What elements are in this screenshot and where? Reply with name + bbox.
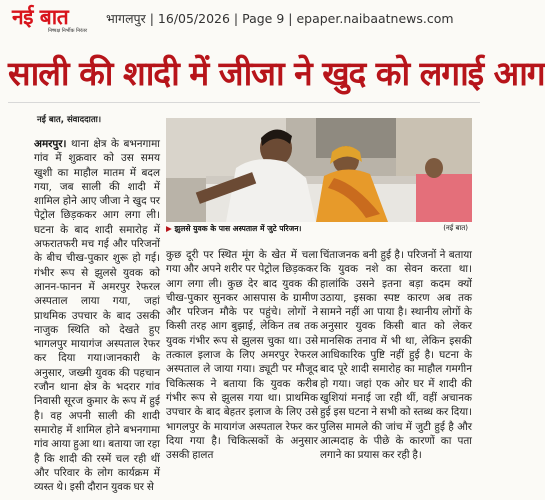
photo-credit: (नई बात) (443, 224, 468, 232)
article-column-2: कुछ दूरी पर स्थित मूंग के खेत में चला गया और अपने शरीर पर पेट्रोल छिड़ककर आग लगा ली। कुछ देर बाद युवक की चीख-पुकार सुनकर आसपास के ग्रामीण और परिजन मौके पर पहुंचे। लोगों ने किसी तरह आग बुझाई, लेकिन तब तक युवक गंभीर रूप से झुलस चुका था। उसे तत्काल इलाज के लिए अमरपुर रेफरल अस्पताल ले जाया गया। ड्यूटी पर मौजूद चिकित्सक ने बताया कि युवक करीब गंभीर रूप से झुलस गया था। प्राथमिक उपचार के बाद बेहतर इलाज के लिए उसे भागलपुर के मायागंज अस्पताल रेफर कर दिया गया है। चिकित्सकों के अनुसार उसकी हालत (166, 249, 318, 462)
masthead (0, 0, 488, 40)
logo-tagline: निष्पक्ष निर्भीक निरंतर (48, 28, 88, 34)
newspaper-logo (12, 6, 100, 36)
caption-text: झुलसे युवक के पास अस्पताल में जुटे परिजन। (174, 224, 302, 233)
logo-text: नई बात (12, 5, 69, 29)
edition-info: भागलपुर | 16/05/2026 | Page 9 | epaper.naibaatnews.com (106, 11, 454, 26)
headline-band (0, 52, 545, 100)
article-column-1 (34, 137, 160, 494)
article-column-3: चिंताजनक बनी हुई है। परिजनों ने बताया कि युवक नशे का सेवन करता था। हालांकि उसने इतना बड़ा कदम क्यों उठाया, इसका स्पष्ट कारण अब तक सामने नहीं आ पाया है। स्थानीय लोगों के अनुसार युवक किसी बात को लेकर मानसिक तनाव में भी था, लेकिन इसकी आधिकारिक पुष्टि नहीं हुई है। घटना के बाद पूरे शादी समारोह का माहौल गमगीन हो गया। जहां एक ओर घर में शादी की खुशियां मनाई जा रही थीं, वहीं अचानक हुई इस घटना ने सभी को स्तब्ध कर दिया। पुलिस मामले की जांच में जुटी हुई है और आत्मदाह के पीछे के कारणों का पता लगाने का प्रयास कर रही है। (320, 249, 472, 462)
byline: नई बात, संवाददाता। (37, 115, 102, 125)
caption-arrow-icon: ▶ (166, 224, 175, 233)
hospital-scene-image (166, 118, 472, 222)
photo-caption (166, 224, 472, 236)
dateline: अमरपुर। (34, 138, 67, 150)
article-headline: साली की शादी में जीजा ने खुद को लगाई आग (8, 54, 545, 93)
headline-divider (8, 102, 480, 103)
column-1-text: थाना क्षेत्र के बभनगामा गांव में शुक्रवार को उस समय खुशी का माहौल मातम में बदल गया, जब साली की शादी में शामिल होने आए जीजा ने खुद पर पेट्रोल छिड़ककर आग लगा ली। घटना के बाद शादी समारोह में अफरातफरी मच गई और परिजनों के बीच चीख-पुकार शुरू हो गई। गंभीर रूप से झुलसे युवक को आनन-फानन में अमरपुर रेफरल अस्पताल लाया गया, जहां प्राथमिक उपचार के बाद उसकी नाजुक स्थिति को देखते हुए भागलपुर मायागंज अस्पताल रेफर कर दिया गया।जानकारी के अनुसार, जख्मी युवक की पहचान रजौन थाना क्षेत्र के भदरार गांव निवासी सूरज कुमार के रूप में हुई है। वह अपनी साली की शादी समारोह में शामिल होने बभनगामा गांव आया हुआ था। बताया जा रहा है कि शादी की रस्में चल रही थीं और परिवार के लोग कार्यक्रम में व्यस्त थे। इसी दौरान युवक घर से (34, 138, 161, 494)
news-photo (166, 118, 472, 222)
